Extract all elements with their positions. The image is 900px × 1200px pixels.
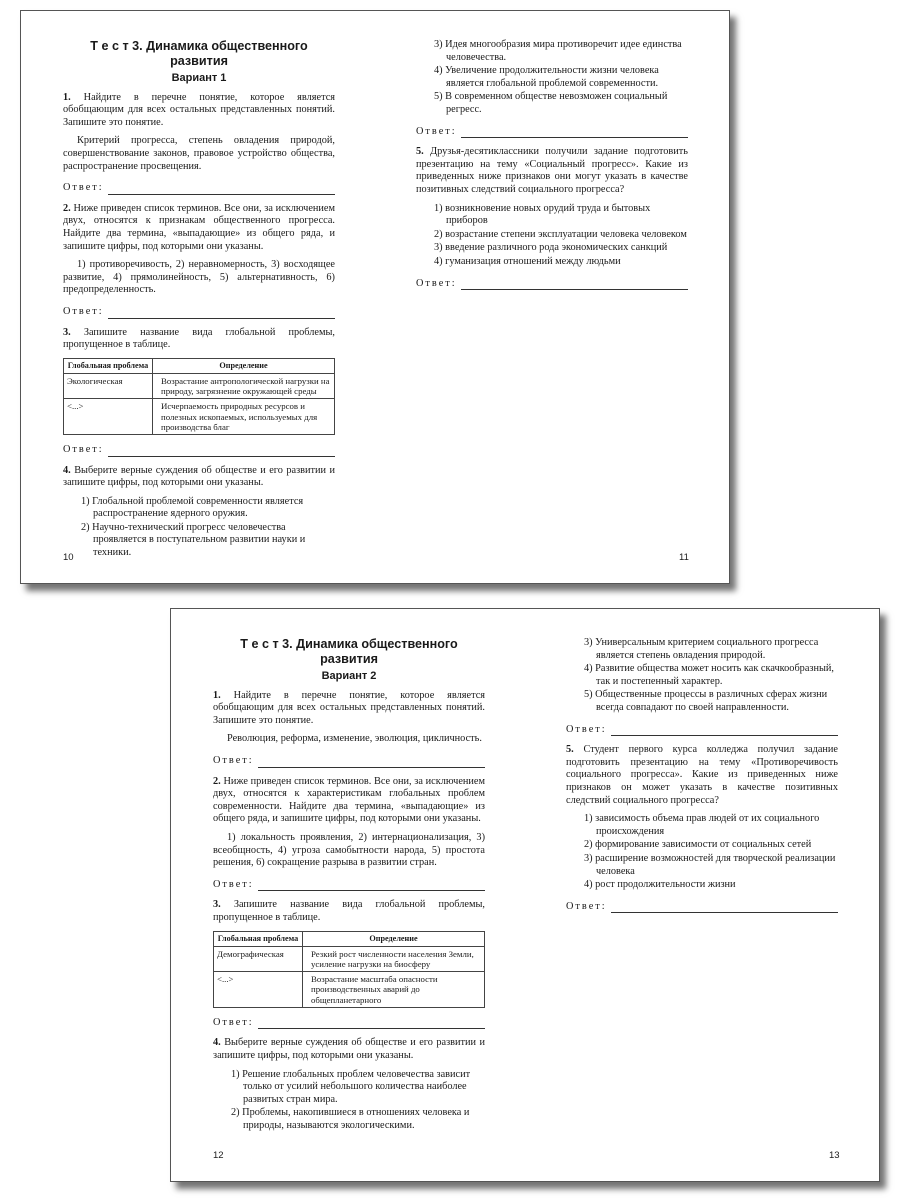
page-11 <box>416 39 688 298</box>
table-header: Определение <box>303 931 485 946</box>
list-item: 4) гуманизация отношений между людьми <box>434 255 621 267</box>
page-13 <box>566 637 838 921</box>
question-2-terms: 1) противоречивость, 2) неравномерность, 3) восходящее развитие, 4) прямолинейность, 5) альтернативность, 6) предопределенность. <box>63 259 335 296</box>
table-header: Глобальная проблема <box>64 358 153 373</box>
answer-field-4[interactable]: Ответ: <box>416 126 688 139</box>
page-number: 10 <box>63 552 74 563</box>
question-4-options-continued <box>416 39 688 117</box>
table-row: Демографическая Резкий рост численности населения Земли, усиление нагрузки на биосферу <box>214 946 485 971</box>
question-1-terms: Критерий прогресса, степень овладения природой, совершенствование законов, правовое устройство общества, распространение просвещения. <box>63 135 335 172</box>
answer-field-5[interactable]: Ответ: <box>416 278 688 291</box>
test-title: Т е с т 3. Динамика общественного развития <box>90 39 308 68</box>
question-4-options <box>213 1069 485 1133</box>
question-5: 5. Друзья-десятиклассники получили задание подготовить презентацию на тему «Социальный прогресс». Какие из приведенных ниже признаков они могут указать в качестве позитивных следствий социального прогресса? <box>416 146 689 195</box>
global-problems-table <box>213 931 485 1008</box>
list-item: 4) Увеличение продолжительности жизни человека является глобальной проблемой современности. <box>434 65 659 89</box>
book-spread-variant-1 <box>20 10 730 584</box>
list-item: 2) Проблемы, накопившиеся в отношениях человека и природы, называются экологическими. <box>231 1107 470 1131</box>
table-row: Экологическая Возрастание антропологической нагрузки на природу, загрязнение окружающей среды <box>64 373 335 398</box>
list-item: 2) формирование зависимости от социальных сетей <box>584 839 812 851</box>
page-number: 13 <box>829 1150 840 1161</box>
variant-heading: Вариант 1 <box>171 72 227 84</box>
list-item: 3) введение различного рода экономических санкций <box>434 242 668 254</box>
question-1-terms: Революция, реформа, изменение, эволюция, цикличность. <box>227 733 482 745</box>
question-2: 2. Ниже приведен список терминов. Все они, за исключением двух, относятся к признакам общественного прогресса. Найдите два термина, «выпадающие» из общего ряда, и запишите цифры, под которыми они указаны. <box>63 202 335 252</box>
question-2-terms: 1) локальность проявления, 2) интернационализация, 3) всеобщность, 4) угроза самобытности народа, 5) простота решения, 6) сокращение разрыва в развитии стран. <box>213 831 485 869</box>
question-1: 1. Найдите в перечне понятие, которое является обобщающим для всех остальных представленных понятий. Запишите это понятие. <box>63 91 335 128</box>
answer-field-5[interactable]: Ответ: <box>566 901 838 914</box>
answer-field-1[interactable]: Ответ: <box>213 755 485 768</box>
list-item: 1) возникновение новых орудий труда и бытовых приборов <box>434 202 651 227</box>
list-item: 1) Решение глобальных проблем человечества зависит только от усилий небольшого количества наиболее развитых стран мира. <box>231 1068 471 1105</box>
test-title: Т е с т 3. Динамика общественного развития <box>240 637 458 666</box>
question-3: 3. Запишите название вида глобальной проблемы, пропущенное в таблице. <box>63 326 335 351</box>
question-1: 1. Найдите в перечне понятие, которое является обобщающим для всех остальных представленных понятий. Запишите это понятие. <box>213 689 485 726</box>
question-4-options <box>63 496 335 560</box>
list-item: 2) возрастание степени эксплуатации человека человеком <box>434 228 687 240</box>
question-5-options <box>416 203 688 269</box>
question-5-options <box>566 813 838 892</box>
list-item: 4) рост продолжительности жизни <box>584 879 736 891</box>
list-item: 3) Универсальным критерием социального прогресса является степень овладения природой. <box>584 637 819 661</box>
answer-field-4[interactable]: Ответ: <box>566 724 838 737</box>
answer-field-3[interactable]: Ответ: <box>213 1017 485 1030</box>
list-item: 4) Развитие общества может носить как скачкообразный, так и постепенный характер. <box>584 663 834 687</box>
answer-field-2[interactable]: Ответ: <box>63 306 335 319</box>
book-spread-variant-2 <box>170 608 880 1182</box>
page-10 <box>63 39 335 564</box>
question-2: 2. Ниже приведен список терминов. Все они, за исключением двух, относятся к характеристикам глобальных проблем современности. Найдите два термина, «выпадающие» из общего ряда, и запишите цифры, под которыми они указаны. <box>213 775 485 825</box>
question-4: 4. Выберите верные суждения об обществе и его развитии и запишите цифры, под которыми они указаны. <box>213 1037 485 1061</box>
table-row: <...> Возрастание масштаба опасности производственных аварий до общепланетарного <box>214 972 485 1008</box>
global-problems-table <box>63 358 335 435</box>
question-3: 3. Запишите название вида глобальной проблемы, пропущенное в таблице. <box>213 899 485 923</box>
list-item: 5) Общественные процессы в различных сферах жизни всегда совпадают по своей направленности. <box>584 689 828 713</box>
table-header: Глобальная проблема <box>214 931 303 946</box>
question-4: 4. Выберите верные суждения об обществе и его развитии и запишите цифры, под которыми они указаны. <box>63 464 335 489</box>
answer-field-1[interactable]: Ответ: <box>63 182 335 195</box>
list-item: 2) Научно-технический прогресс человечества проявляется в поступательном развитии науки и техники. <box>81 521 306 559</box>
table-header: Определение <box>153 358 335 373</box>
page-12 <box>213 637 485 1136</box>
page-number: 12 <box>213 1150 224 1161</box>
answer-field-3[interactable]: Ответ: <box>63 444 335 457</box>
page-number: 11 <box>679 552 689 563</box>
list-item: 5) В современном обществе невозможен социальный регресс. <box>434 91 668 115</box>
question-5: 5. Студент первого курса колледжа получил задание подготовить презентацию на тему «Противоречивость социального прогресса». Какие из приведенных ниже признаков он может указать в качестве позитивных следствий социального прогресса? <box>566 744 839 806</box>
variant-heading: Вариант 2 <box>321 670 377 682</box>
list-item: 1) зависимость объема прав людей от их социального происхождения <box>584 813 820 837</box>
list-item: 3) расширение возможностей для творческой реализации человека <box>584 852 836 877</box>
question-4-options-continued <box>566 637 838 715</box>
list-item: 3) Идея многообразия мира противоречит идее единства человечества. <box>434 39 682 63</box>
list-item: 1) Глобальной проблемой современности является распространение ядерного оружия. <box>81 495 304 520</box>
answer-field-2[interactable]: Ответ: <box>213 879 485 892</box>
table-row: <...> Исчерпаемость природных ресурсов и полезных ископаемых, используемых для производства благ <box>64 399 335 435</box>
